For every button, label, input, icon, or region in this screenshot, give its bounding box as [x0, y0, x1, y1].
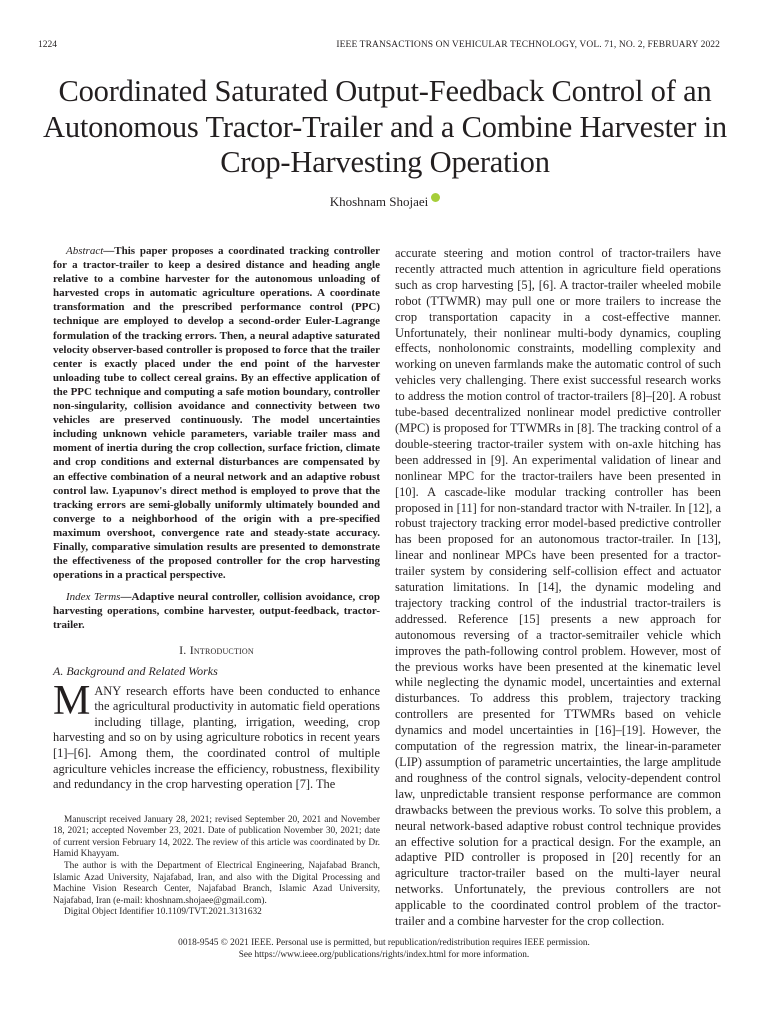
- copyright-line-1: 0018-9545 © 2021 IEEE. Personal use is permitted, but republication/redistribution requires IEEE permission.: [178, 938, 590, 948]
- copyright-notice: [0, 938, 768, 961]
- index-terms-text: —Adaptive neural controller, collision avoidance, crop harvesting operations, combine harvester, output-feedback, tractor-trailer.: [53, 591, 380, 632]
- intro-text: ANY research efforts have been conducted to enhance the agricultural productivity in automatic field operations including tillage, planting, irrigation, weeding, crop harvesting and so on by using agriculture robotics in recent years [1]–[6]. Among them, the coordinated control of multiple agriculture vehicles increase the efficiency, robustness, flexibility and redundancy in the crop harvesting operation [7]. The: [53, 683, 380, 792]
- footnote-manuscript: Manuscript received January 28, 2021; revised September 20, 2021 and November 18, 2021; accepted November 23, 2021. Date of publication November 30, 2021; date of current version February 14, 2022. The review of this article was coordinated by Dr. Hamid Khayyam.: [53, 814, 380, 860]
- footnote-doi: Digital Object Identifier 10.1109/TVT.2021.3131632: [64, 907, 262, 918]
- abstract-text: —This paper proposes a coordinated tracking controller for a tractor-trailer to keep a desired distance and heading angle relative to a combine harvester for the autonomous unloading of harvested crops in automatic agriculture operations. A coordinate transformation and the prescribed performance control (PPC) technique are employed to develop a second-order Euler-Lagrange formulation of the tracking errors. Then, a neural adaptive saturated velocity observer-based controller is proposed to force that the trailer center is exactly placed under the end point of the harvester unloading tube to collect cereal grains. By an effective application of the PPC technique and computing a safe motion boundary, controller non-singularity, collision avoidance and connectivity between two vehicles are preserved continuously. The model uncertainties including unknown vehicle parameters, variable trailer mass and moment of inertia during the crop collection, surface friction, climate and crop conditions and external disturbances are compensated by an effective combination of a neural network and an adaptive robust control law. Lyapunov's direct method is employed to prove that the tracking errors are semi-globally uniformly ultimately bounded and converge to a neighborhood of the origin with a pre-specified maximum overshoot, convergence rate and steady-state accuracy. Finally, comparative simulation results are presented to demonstrate the effectiveness of the proposed controller for the crop harvesting operations in a practical perspective.: [53, 245, 380, 582]
- left-column: [53, 244, 380, 919]
- subsection-heading: A. Background and Related Works: [53, 664, 218, 679]
- intro-paragraph: [53, 677, 380, 793]
- abstract-label: Abstract: [66, 245, 104, 257]
- page-number: 1224: [38, 40, 57, 50]
- right-column-text: accurate steering and motion control of tractor-trailers have recently attracted much attention in agriculture field operations such as crop harvesting [5], [6]. A tractor-trailer wheeled mobile robot (TTWMR) may pull one or more trailers to increase the crop transportation capacity in a cost-effective manner. Unfortunately, their nonlinear multi-body dynamics, coupling effects, nonholonomic constraints, modelling complexity and working on uneven farmlands make the automatic control of such vehicles very challenging. There exist successful research works to address the motion control of tractor-trailers [8]–[20]. A robust tube-based decentralized nonlinear model predictive controller (MPC) is proposed for TTWMRs in [8]. The tracking control of a double-steering tractor-trailer system with on-axle hitching has been addressed in [9]. An experimental validation of linear and nonlinear MPC for the tractor-trailers have been presented in [10]. A cascade-like modular tracking controller has been proposed in [11] for non-standard tractor with N-trailer. In [12], a robust trajectory tracking error model-based predictive controller has been proposed for an autonomous tractor-trailer. In [13], linear and nonlinear MPCs have been presented for a tractor-trailer system by considering self-collision effect and actuator saturation limitations. In [14], the dynamic modeling and trajectory tracking control of the industrial tractor-trailers is addressed. Reference [15] presents a new approach for autonomous reversing of a tractor-semitrailer vehicle which improves the path-following control problem. However, most of the previous works have been presented at the kinematic level while neglecting the dynamic model, uncertainties and external disturbances. To address this problem, trajectory tracking controllers are presented for TTWMRs based on vehicle dynamics and model uncertainties in [16]–[19]. However, the computation of the regression matrix, the linear-in-parameter (LIP) assumption of parametric uncertainties, the large amplitude and roughness of the control signals, velocity-dependent control law, unpredictable transient response performance are common drawbacks between the previous works. To solve this problem, a neural network-based adaptive robust control technique provides an effective solution for a practical design. For the example, an adaptive PID controller is proposed in [20] recently for an agriculture tractor-trailer based on the multi-layer neural networks. Unfortunately, the previous controllers are not applicable to the coordinated control problem of the tractor-trailer and a combine harvester for the crop collection.: [395, 246, 721, 929]
- author-name: Khoshnam Shojaei: [329, 193, 429, 209]
- index-terms-label: Index Terms: [66, 591, 121, 604]
- paper-title: Coordinated Saturated Output-Feedback Control of an Autonomous Tractor-Trailer and a Combine Harvester in Crop-Harvesting Operation: [43, 74, 727, 179]
- title-block: [40, 74, 730, 210]
- orcid-icon[interactable]: [431, 193, 440, 202]
- index-terms: [53, 590, 380, 632]
- section-heading: I. Introduction: [179, 642, 254, 657]
- drop-cap: M: [53, 677, 91, 724]
- abstract: [53, 244, 380, 582]
- right-column: [395, 246, 721, 930]
- copyright-line-2: See https://www.ieee.org/publications/rights/index.html for more information.: [238, 949, 530, 960]
- footnote-affiliation: The author is with the Department of Electrical Engineering, Najafabad Branch, Islamic Azad University, Najafabad, Iran, and also with the Digital Processing and Machine Vision Research Center, Najafabad Branch, Islamic Azad University, Najafabad, Iran (e-mail: khoshnam.shojaee@gmail.com).: [53, 861, 380, 906]
- author-line: [40, 193, 730, 210]
- running-head: IEEE TRANSACTIONS ON VEHICULAR TECHNOLOGY, VOL. 71, NO. 2, FEBRUARY 2022: [336, 40, 720, 50]
- footnote: [53, 815, 380, 919]
